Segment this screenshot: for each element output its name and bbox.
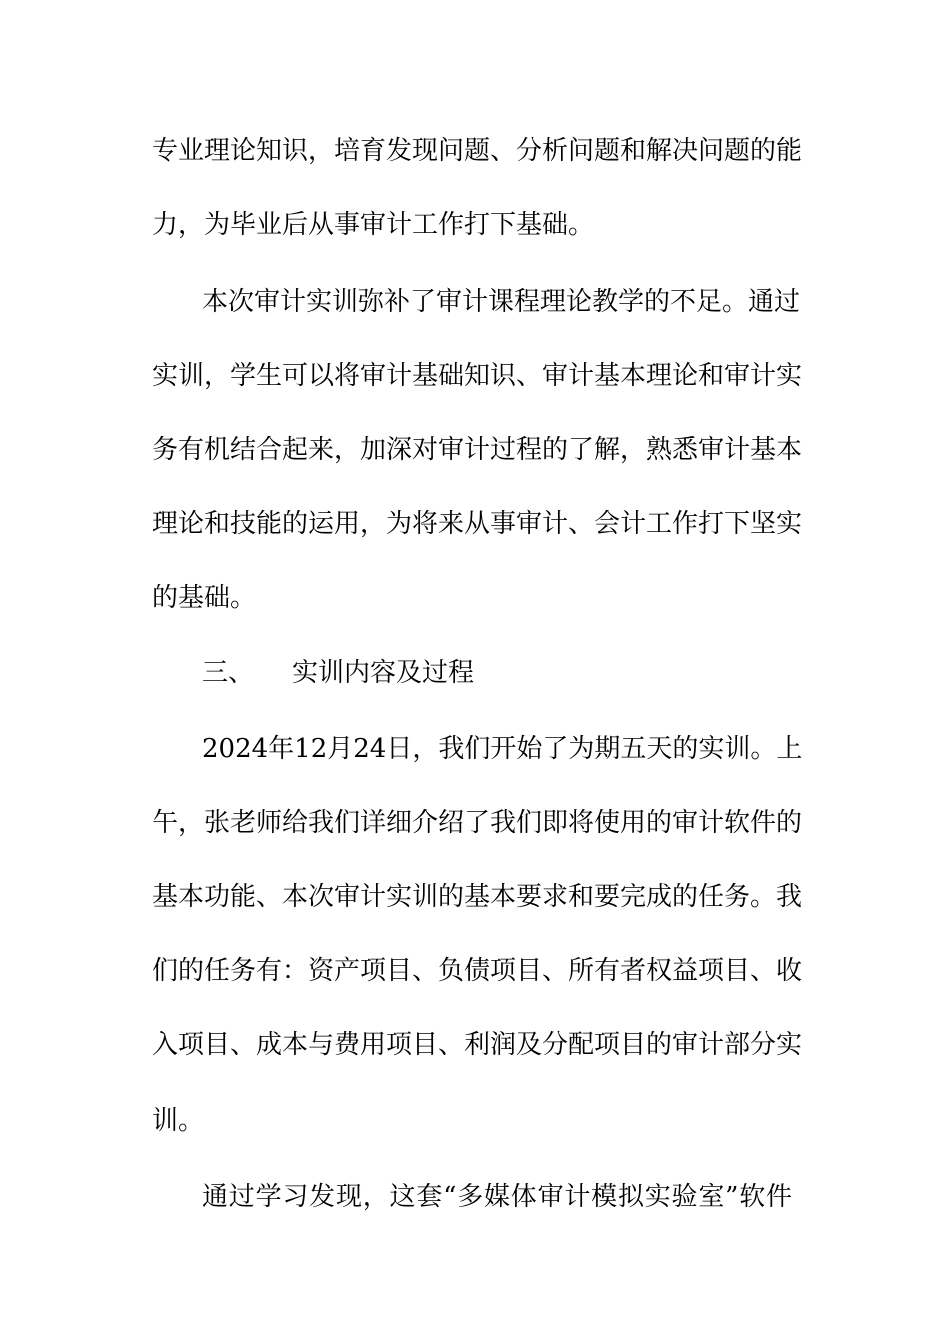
paragraph-3-line-4: 们的任务有：资产项目、负债项目、所有者权益项目、收 xyxy=(152,956,803,986)
paragraph-2-line-1: 本次审计实训弥补了审计课程理论教学的不足。通过 xyxy=(202,287,801,317)
paragraph-3-line-1: 2024年12月24日，我们开始了为期五天的实训。上 xyxy=(202,734,803,764)
paragraph-2-line-3: 务有机结合起来，加深对审计过程的了解，熟悉审计基本 xyxy=(152,435,803,465)
paragraph-2-line-5: 的基础。 xyxy=(152,583,257,613)
paragraph-2-line-4: 理论和技能的运用，为将来从事审计、会计工作打下坚实 xyxy=(152,509,803,539)
paragraph-1-line-2: 力，为毕业后从事审计工作打下基础。 xyxy=(152,210,595,240)
section-title: 实训内容及过程 xyxy=(292,658,475,688)
section-number: 三、 xyxy=(202,658,255,688)
paragraph-3-line-2: 午，张老师给我们详细介绍了我们即将使用的审计软件的 xyxy=(152,808,803,838)
paragraph-3-line-5: 入项目、成本与费用项目、利润及分配项目的审计部分实 xyxy=(152,1030,803,1060)
paragraph-2-line-2: 实训，学生可以将审计基础知识、审计基本理论和审计实 xyxy=(152,361,803,391)
paragraph-3-line-3: 基本功能、本次审计实训的基本要求和要完成的任务。我 xyxy=(152,882,803,912)
section-heading xyxy=(202,656,474,690)
paragraph-1-line-1: 专业理论知识，培育发现问题、分析问题和解决问题的能 xyxy=(152,136,803,166)
paragraph-3-line-6: 训。 xyxy=(152,1106,205,1136)
paragraph-4-line-1: 通过学习发现，这套“多媒体审计模拟实验室”软件 xyxy=(202,1182,792,1212)
